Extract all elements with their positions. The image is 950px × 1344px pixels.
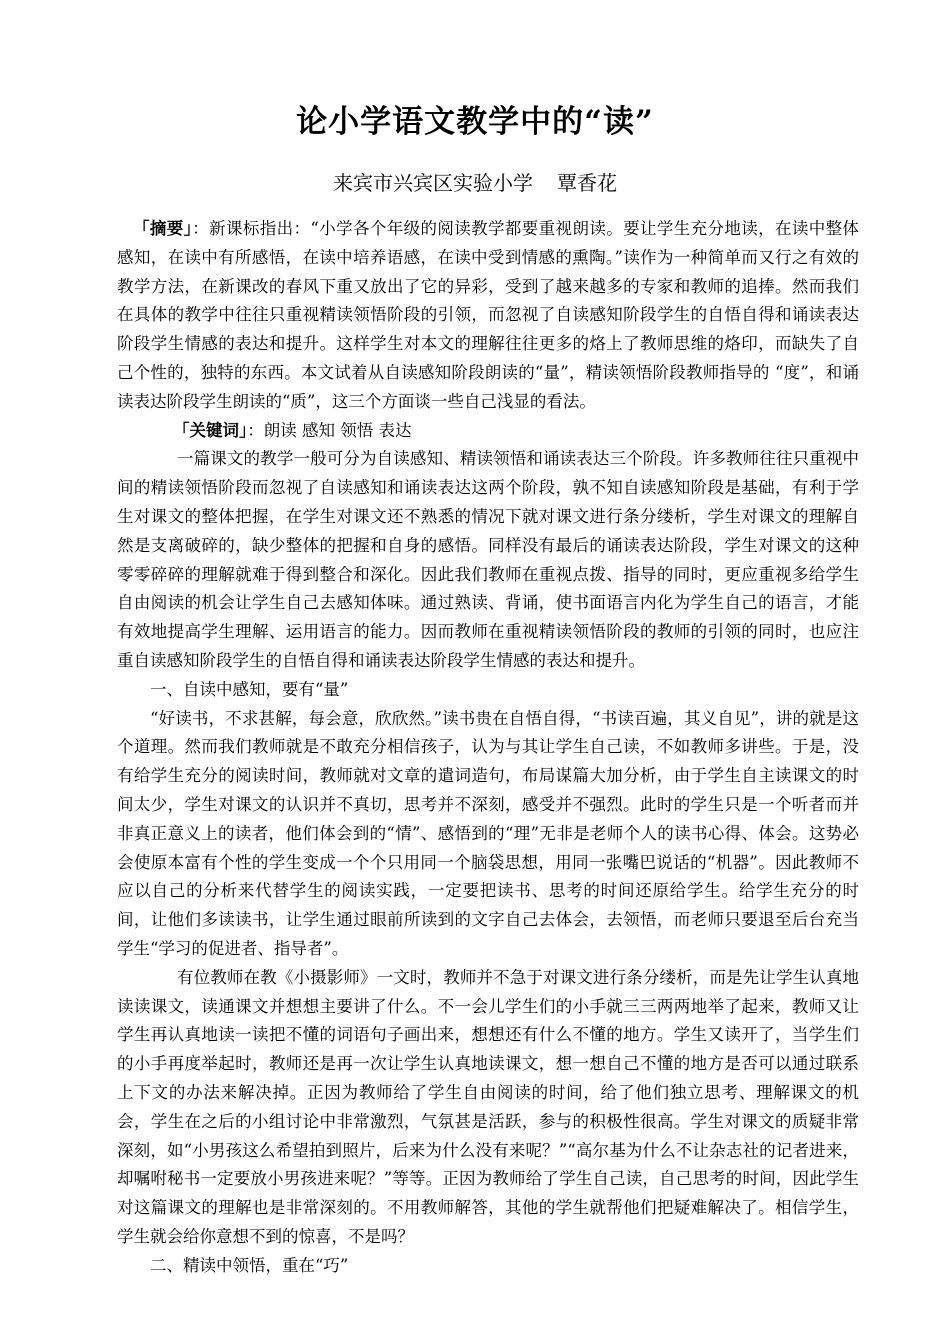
article-title: 论小学语文教学中的“读” <box>296 104 654 140</box>
abstract-label: 「摘要」 <box>133 219 193 238</box>
abstract-text: ：新课标指出：“小学各个年级的阅读教学都要重视朗读。要让学生充分地读，在读中整体感知，在读中有所感悟，在读中培养语感，在读中受到情感的熏陶。”读作为一种简单而又行之有效的教学方法，在新课改的春风下重又放出了它的异彩，受到了越来越多的专家和教师的追捧。然而我们在具体的教学中往往只重视精读领悟阶段的引领，而忽视了自读感知阶段学生的自悟自得和诵读表达阶段学生情感的表达和提升。这样学生对本文的理解往往更多的烙上了教师思维的烙印，而缺失了自己个性的，独特的东西。本文试着从自读感知阶段朗读的“量”，精读领悟阶段教师指导的 “度”，和诵读表达阶段学生朗读的“质”，这三个方面谈一些自己浅显的看法。 <box>117 219 860 411</box>
keywords-label: 「关键词」 <box>173 420 248 440</box>
intro-paragraph: 一篇课文的教学一般可分为自读感知、精读领悟和诵读表达三个阶段。许多教师往往只重视中间的精读领悟阶段而忽视了自读感知和诵读表达这两个阶段，孰不知自读感知阶段是基础，有利于学生对课文的整体把握，在学生对课文还不熟悉的情况下就对课文进行条分缕析，学生对课文的理解自然是支离破碎的，缺少整体的把握和自身的感悟。同样没有最后的诵读表达阶段，学生对课文的这种零零碎碎的理解就难于得到整合和深化。因此我们教师在重视点拨、指导的同时，更应重视多给学生自由阅读的机会让学生自己去感知体味。通过熟读、背诵，使书面语言内化为学生自己的语言，才能有效地提高学生理解、运用语言的能力。因而教师在重视精读领悟阶段的教师的引领的同时，也应注重自读感知阶段学生的自悟自得和诵读表达阶段学生情感的表达和提升。 <box>117 449 859 670</box>
section-heading-2: 二、精读中领悟，重在“巧” <box>150 1255 349 1275</box>
keywords-paragraph <box>117 417 859 446</box>
author-name: 覃香花 <box>557 171 617 195</box>
section-1-paragraph-2: 有位教师在教《小摄影师》一文时，教师并不急于对课文进行条分缕析，而是先让学生认真地读读课文，读通课文并想想主要讲了什么。不一会儿学生们的小手就三三两两地举了起来，教师又让学生再认真地读一读把不懂的词语句子画出来，想想还有什么不懂的地方。学生又读开了，当学生们的小手再度举起时，教师还是再一次让学生认真地读课文，想一想自己不懂的地方是否可以通过联系上下文的办法来解决掉。正因为教师给了学生自由阅读的时间，给了他们独立思考、理解课文的机会，学生在之后的小组讨论中非常激烈，气氛甚是活跃，参与的积极性很高。学生对课文的质疑非常深刻，如“小男孩这么希望拍到照片，后来为什么没有来呢？”“高尔基为什么不让杂志社的记者进来，却嘱咐秘书一定要放小男孩进来呢？”等等。正因为教师给了学生自己读，自己思考的时间，因此学生对这篇课文的理解也是非常深刻的。不用教师解答，其他的学生就帮他们把疑难解决了。相信学生，学生就会给你意想不到的惊喜，不是吗？ <box>117 967 859 1246</box>
author-affiliation: 来宾市兴宾区实验小学 <box>333 171 533 195</box>
author-line <box>0 168 950 198</box>
article-body <box>117 215 859 1280</box>
keywords-text: ：朗读 感知 领悟 表达 <box>247 420 412 440</box>
section-heading-1: 一、自读中感知，要有“量” <box>150 679 349 699</box>
abstract-paragraph <box>117 215 859 417</box>
section-1-paragraph-1: “好读书，不求甚解，每会意，欣欣然。”读书贵在自悟自得，“书读百遍，其义自见”，讲的就是这个道理。然而我们教师就是不敢充分相信孩子，认为与其让学生自己读，不如教师多讲些。于是，没有给学生充分的阅读时间，教师就对文章的遣词造句，布局谋篇大加分析，由于学生自主读课文的时间太少，学生对课文的认识并不真切，思考并不深刻，感受并不强烈。此时的学生只是一个听者而并非真正意义上的读者，他们体会到的“情”、感悟到的“理”无非是老师个人的读书心得、体会。这势必会使原本富有个性的学生变成一个个只用同一个脑袋思想，用同一张嘴巴说话的“机器”。因此教师不应以自己的分析来代替学生的阅读实践，一定要把读书、思考的时间还原给学生。给学生充分的时间，让他们多读读书，让学生通过眼前所读到的文字自己去体会，去领悟，而老师只要退至后台充当学生“学习的促进者、指导者”。 <box>117 708 859 958</box>
